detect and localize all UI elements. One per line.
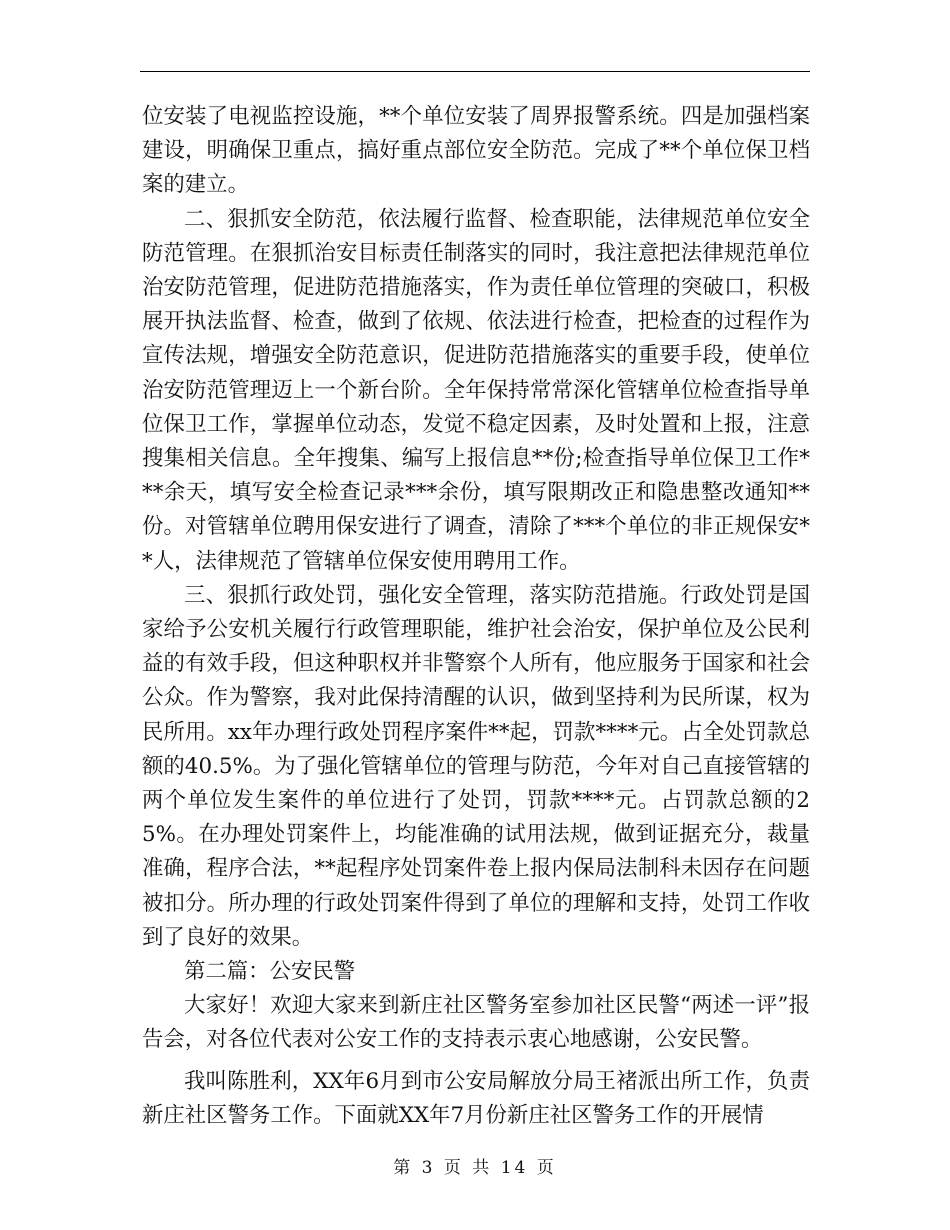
- header-rule: [140, 71, 810, 72]
- paragraph-5: 大家好！欢迎大家来到新庄社区警务室参加社区民警“两述一评”报告会，对各位代表对公安工作的支持表示衷心地感谢，公安民警。: [142, 993, 810, 1053]
- page-number-footer: 第 3 页 共 14 页: [393, 1158, 557, 1178]
- section-heading-2: 第二篇：公安民警: [184, 959, 356, 985]
- paragraph-2: 二、狠抓安全防范，依法履行监督、检查职能，法律规范单位安全防范管理。在狠抓治安目标责任制落实的同时，我注意把法律规范单位治安防范管理，促进防范措施落实，作为责任单位管理的突破口，积极展开执法监督、检查，做到了依规、依法进行检查，把检查的过程作为宣传法规，增强安全防范意识，促进防范措施落实的重要手段，使单位治安防范管理迈上一个新台阶。全年保持常常深化管辖单位检查指导单位保卫工作，掌握单位动态，发觉不稳定因素，及时处置和上报，注意搜集相关信息。全年搜集、编写上报信息**份;检查指导单位保卫工作***余天，填写安全检查记录***余份，填写限期改正和隐患整改通知**份。对管辖单位聘用保安进行了调查，清除了***个单位的非正规保安**人，法律规范了管辖单位保安使用聘用工作。: [142, 206, 810, 574]
- paragraph-3: 三、狠抓行政处罚，强化安全管理，落实防范措施。行政处罚是国家给予公安机关履行行政管理职能，维护社会治安，保护单位及公民利益的有效手段，但这种职权并非警察个人所有，他应服务于国家和社会公众。作为警察，我对此保持清醒的认识，做到坚持利为民所谋，权为民所用。xx年办理行政处罚程序案件**起，罚款****元。占全处罚款总额的40.5%。为了强化管辖单位的管理与防范，今年对自己直接管辖的两个单位发生案件的单位进行了处罚，罚款****元。占罚款总额的25%。在办理处罚案件上，均能准确的试用法规，做到证据充分，裁量准确，程序合法，**起程序处罚案件卷上报内保局法制科未因存在问题被扣分。所办理的行政处罚案件得到了单位的理解和支持，处罚工作收到了良好的效果。: [142, 582, 810, 950]
- document-body: [142, 100, 810, 1133]
- paragraph-6: 我叫陈胜利，XX年6月到市公安局解放分局王褚派出所工作，负责新庄社区警务工作。下面就XX年7月份新庄社区警务工作的开展情: [142, 1068, 810, 1128]
- paragraph-1: 位安装了电视监控设施，**个单位安装了周界报警系统。四是加强档案建设，明确保卫重点，搞好重点部位安全防范。完成了**个单位保卫档案的建立。: [142, 104, 810, 198]
